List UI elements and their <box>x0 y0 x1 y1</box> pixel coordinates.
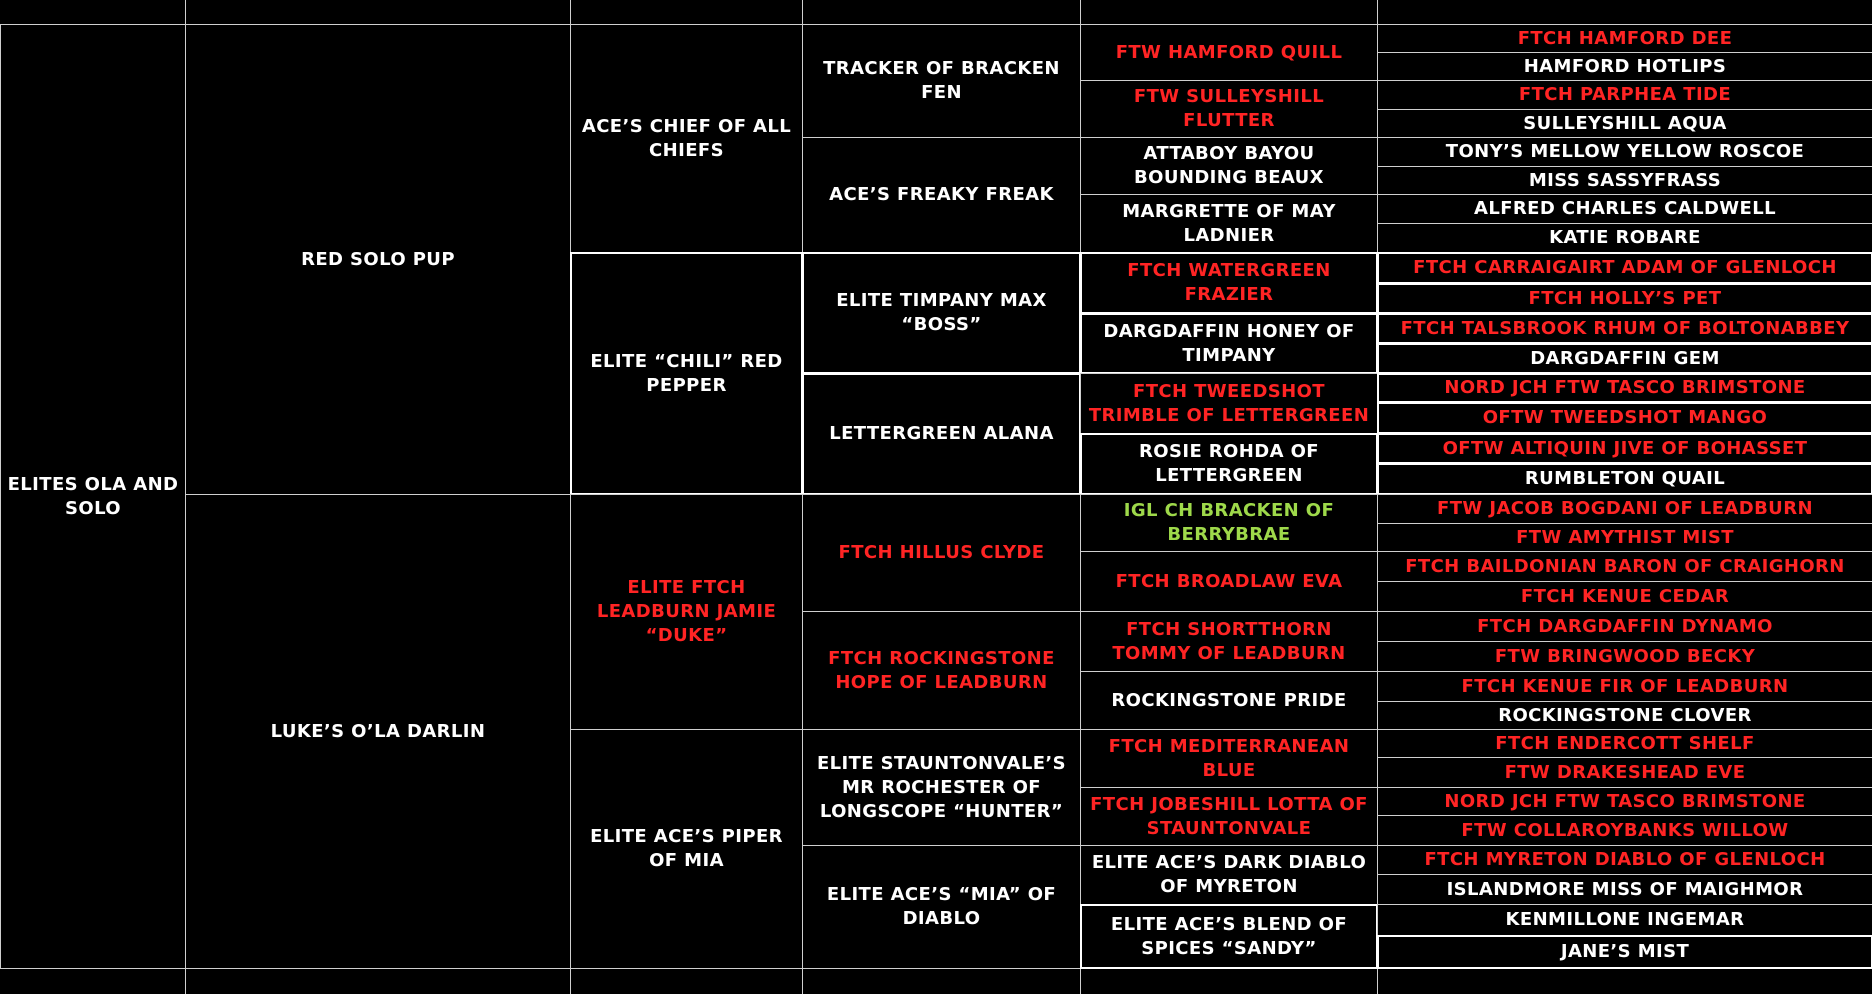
gen5-entry: FTW BRINGWOOD BECKY <box>1377 641 1872 672</box>
gen5-entry: ALFRED CHARLES CALDWELL <box>1377 194 1872 224</box>
gen5-entry: NORD JCH FTW TASCO BRIMSTONE <box>1377 373 1872 403</box>
gen3-entry: LETTERGREEN ALANA <box>802 373 1081 495</box>
gen5-entry: FTCH MYRETON DIABLO OF GLENLOCH <box>1377 845 1872 875</box>
gen5-entry: SULLEYSHILL AQUA <box>1377 109 1872 138</box>
gen5-entry: ISLANDMORE MISS OF MAIGHMOR <box>1377 874 1872 905</box>
gen5-entry: FTCH BAILDONIAN BARON OF CRAIGHORN <box>1377 551 1872 582</box>
gen4-entry: FTW HAMFORD QUILL <box>1080 24 1378 81</box>
gen4-entry: DARGDAFFIN HONEY OF TIMPANY <box>1080 313 1378 374</box>
gen4-entry: FTCH MEDITERRANEAN BLUE <box>1080 729 1378 788</box>
gen4-entry: ATTABOY BAYOU BOUNDING BEAUX <box>1080 137 1378 195</box>
gen4-entry: ELITE ACE’S BLEND OF SPICES “SANDY” <box>1080 904 1378 969</box>
gen5-entry: RUMBLETON QUAIL <box>1377 463 1872 495</box>
gen5-entry: DARGDAFFIN GEM <box>1377 343 1872 374</box>
gen4-entry: ELITE ACE’S DARK DIABLO OF MYRETON <box>1080 845 1378 905</box>
gen5-entry: FTCH DARGDAFFIN DYNAMO <box>1377 611 1872 642</box>
gen1-entry: LUKE’S O’LA DARLIN <box>185 494 571 969</box>
gen3-entry: TRACKER OF BRACKEN FEN <box>802 24 1081 138</box>
gen5-entry: NORD JCH FTW TASCO BRIMSTONE <box>1377 787 1872 816</box>
gen4-entry: FTCH SHORTTHORN TOMMY OF LEADBURN <box>1080 611 1378 672</box>
gen2-entry: ELITE “CHILI” RED PEPPER <box>570 252 803 495</box>
gen4-entry: FTW SULLEYSHILL FLUTTER <box>1080 80 1378 138</box>
gen3-entry: ACE’S FREAKY FREAK <box>802 137 1081 253</box>
gen5-entry: FTCH ENDERCOTT SHELF <box>1377 729 1872 758</box>
gen3-entry: ELITE STAUNTONVALE’S MR ROCHESTER OF LONGSCOPE “HUNTER” <box>802 729 1081 846</box>
gen2-entry: ACE’S CHIEF OF ALL CHIEFS <box>570 24 803 253</box>
gen5-entry: FTCH CARRAIGAIRT ADAM OF GLENLOCH <box>1377 252 1872 284</box>
gen4-entry: IGL CH BRACKEN OF BERRYBRAE <box>1080 494 1378 552</box>
gen4-entry: FTCH WATERGREEN FRAZIER <box>1080 252 1378 314</box>
gen5-entry: FTW AMYTHIST MIST <box>1377 523 1872 552</box>
gen5-entry: OFTW ALTIQUIN JIVE OF BOHASSET <box>1377 433 1872 464</box>
gen5-entry: FTCH TALSBROOK RHUM OF BOLTONABBEY <box>1377 313 1872 344</box>
gen5-entry: JANE’S MIST <box>1377 935 1872 969</box>
gen4-entry: FTCH BROADLAW EVA <box>1080 551 1378 612</box>
subject-dog-name: ELITES OLA AND SOLO <box>0 24 186 969</box>
gen3-entry: ELITE ACE’S “MIA” OF DIABLO <box>802 845 1081 969</box>
gen4-entry: MARGRETTE OF MAY LADNIER <box>1080 194 1378 253</box>
gen5-entry: FTCH KENUE FIR OF LEADBURN <box>1377 671 1872 702</box>
gen3-entry: FTCH HILLUS CLYDE <box>802 494 1081 612</box>
gen5-entry: FTCH HOLLY’S PET <box>1377 283 1872 314</box>
gen5-entry: FTCH KENUE CEDAR <box>1377 581 1872 612</box>
gen5-entry: ROCKINGSTONE CLOVER <box>1377 701 1872 730</box>
gen2-entry: ELITE ACE’S PIPER OF MIA <box>570 729 803 969</box>
gen5-entry: TONY’S MELLOW YELLOW ROSCOE <box>1377 137 1872 167</box>
gen4-entry: FTCH JOBESHILL LOTTA OF STAUNTONVALE <box>1080 787 1378 846</box>
gen1-entry: RED SOLO PUP <box>185 24 571 495</box>
gen5-entry: FTW JACOB BOGDANI OF LEADBURN <box>1377 494 1872 524</box>
gen5-entry: MISS SASSYFRASS <box>1377 166 1872 195</box>
gen5-entry: OFTW TWEEDSHOT MANGO <box>1377 402 1872 434</box>
gen5-entry: KATIE ROBARE <box>1377 223 1872 253</box>
gen4-entry: ROSIE ROHDA OF LETTERGREEN <box>1080 433 1378 495</box>
gen5-entry: HAMFORD HOTLIPS <box>1377 52 1872 81</box>
gen5-entry: FTW DRAKESHEAD EVE <box>1377 757 1872 788</box>
gen5-entry: FTCH PARPHEA TIDE <box>1377 80 1872 110</box>
gen2-entry: ELITE FTCH LEADBURN JAMIE “DUKE” <box>570 494 803 730</box>
gen3-entry: FTCH ROCKINGSTONE HOPE OF LEADBURN <box>802 611 1081 730</box>
gen4-entry: FTCH TWEEDSHOT TRIMBLE OF LETTERGREEN <box>1080 373 1378 434</box>
gen5-entry: FTW COLLAROYBANKS WILLOW <box>1377 815 1872 846</box>
gen5-entry: KENMILLONE INGEMAR <box>1377 904 1872 936</box>
gen4-entry: ROCKINGSTONE PRIDE <box>1080 671 1378 730</box>
gen5-entry: FTCH HAMFORD DEE <box>1377 24 1872 53</box>
gen3-entry: ELITE TIMPANY MAX “BOSS” <box>802 252 1081 374</box>
